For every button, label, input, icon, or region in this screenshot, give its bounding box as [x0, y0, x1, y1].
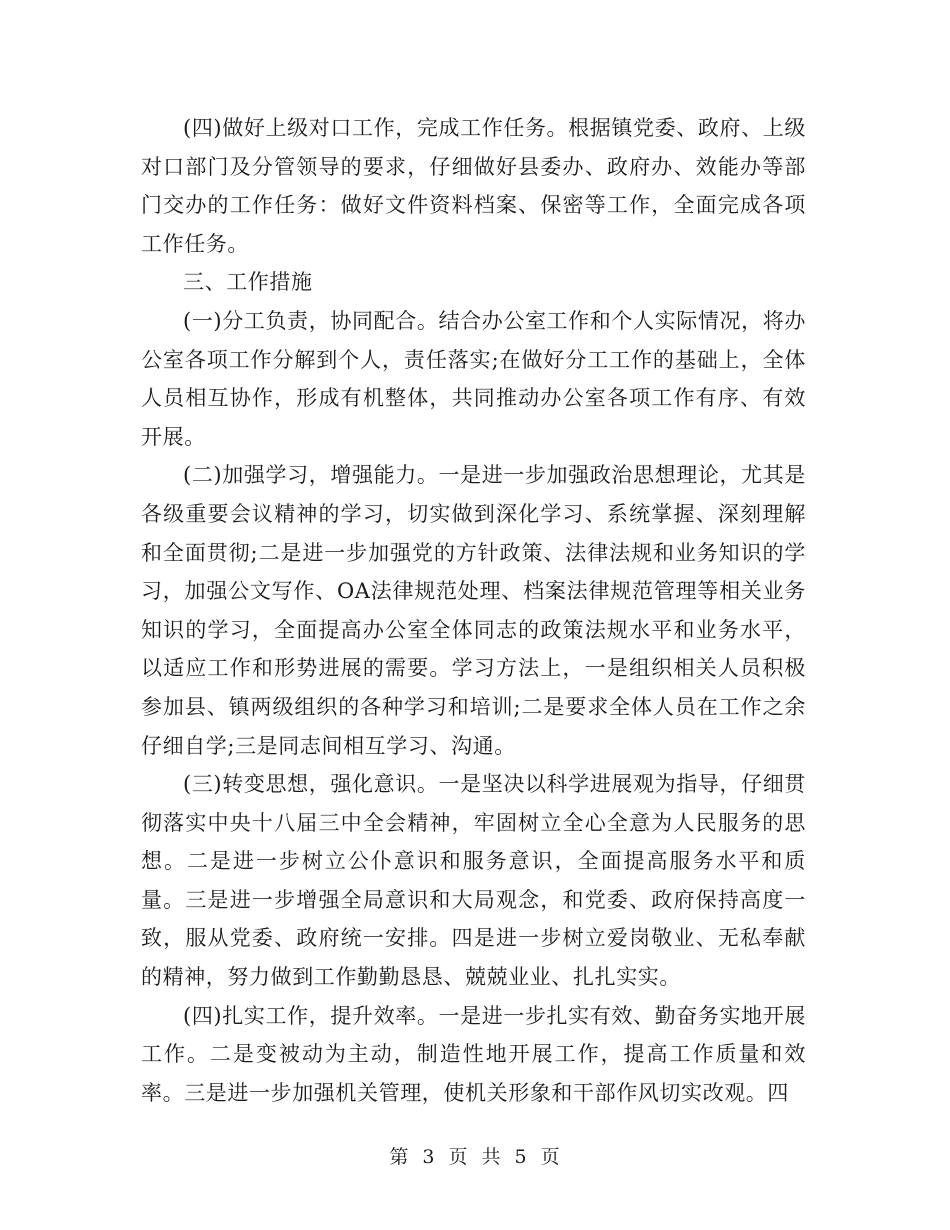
paragraph-strengthen-learning: (二)加强学习，增强能力。一是进一步加强政治思想理论，尤其是各级重要会议精神的学习，切实做到深化学习、系统掌握、深刻理解和全面贯彻;二是进一步加强党的方针政策、法律法规和业务知识的学习，加强公文写作、OA法律规范处理、档案法律规范管理等相关业务知识的学习，全面提高办公室全体同志的政策法规水平和业务水平，以适应工作和形势进展的需要。学习方法上，一是组织相关人员积极参加县、镇两级组织的各种学习和培训;二是要求全体人员在工作之余仔细自学;三是同志间相互学习、沟通。 [141, 463, 806, 758]
paragraph-change-thinking: (三)转变思想，强化意识。一是坚决以科学进展观为指导，仔细贯彻落实中央十八届三中全会精神，牢固树立全心全意为人民服务的思想。二是进一步树立公仆意识和服务意识，全面提高服务水平和质量。三是进一步增强全局意识和大局观念，和党委、政府保持高度一致，服从党委、政府统一安排。四是进一步树立爱岗敬业、无私奉献的精神，努力做到工作勤勤恳恳、兢兢业业、扎扎实实。 [141, 772, 806, 990]
document-body [141, 109, 806, 1112]
page-number-footer: 第 3 页 共 5 页 [389, 1146, 561, 1168]
paragraph-superior-work: (四)做好上级对口工作，完成工作任务。根据镇党委、政府、上级对口部门及分管领导的要求，仔细做好县委办、政府办、效能办等部门交办的工作任务：做好文件资料档案、保密等工作，全面完成各项工作任务。 [141, 116, 806, 256]
paragraph-solid-work: (四)扎实工作，提升效率。一是进一步扎实有效、勤奋务实地开展工作。二是变被动为主动，制造性地开展工作，提高工作质量和效率。三是进一步加强机关管理，使机关形象和干部作风切实改观。四 [141, 1003, 806, 1105]
paragraph-division-of-labor: (一)分工负责，协同配合。结合办公室工作和个人实际情况，将办公室各项工作分解到个人，责任落实;在做好分工工作的基础上，全体人员相互协作，形成有机整体，共同推动办公室各项工作有序、有效开展。 [141, 308, 806, 449]
section-heading-work-measures: 三、工作措施 [183, 270, 313, 295]
